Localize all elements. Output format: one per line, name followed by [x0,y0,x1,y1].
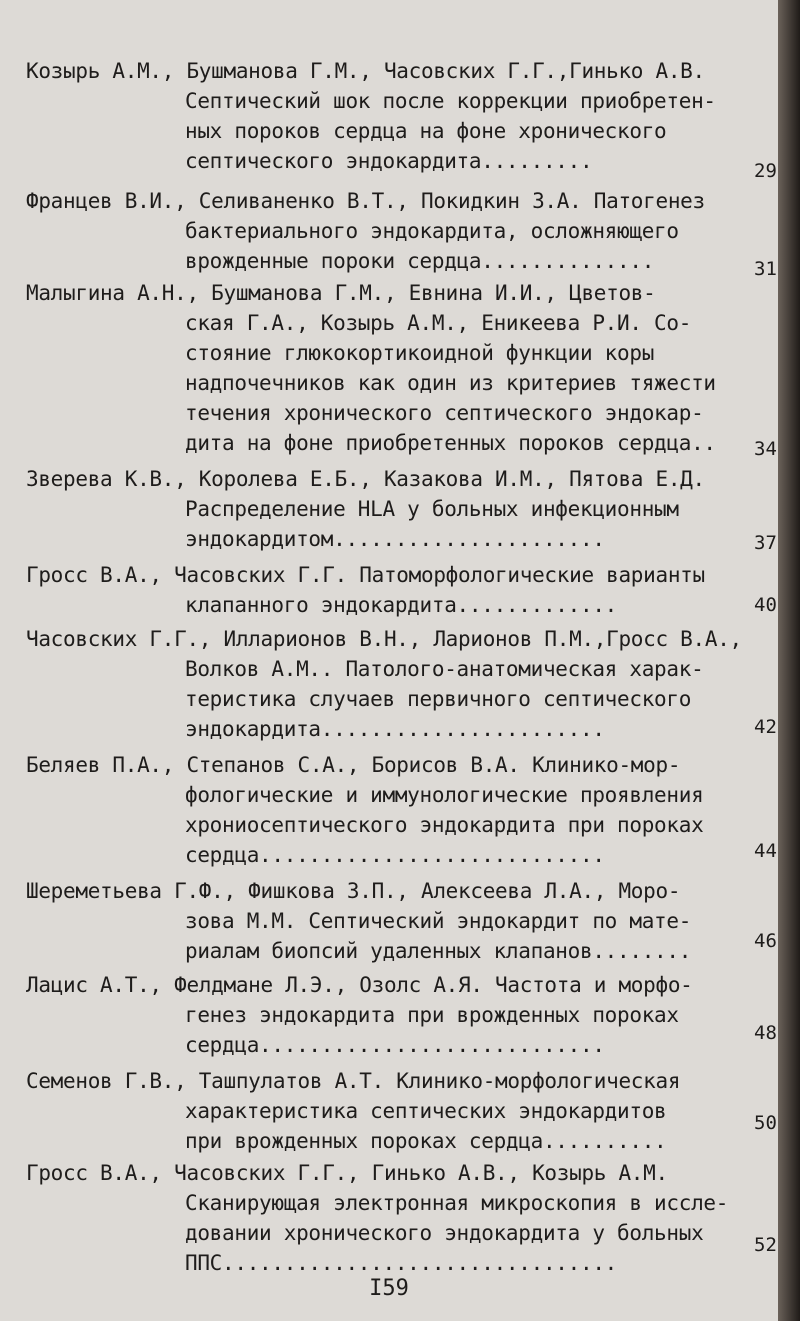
page-number: 48 [754,1022,777,1044]
toc-line: хрониосептического эндокардита при пороках [185,813,704,837]
toc-line: теристика случаев первичного септического [185,687,692,711]
page-number: 40 [754,594,777,616]
page-number: 29 [754,160,777,182]
toc-line: Шереметьева Г.Ф., Фишкова З.П., Алексеева Л.А., Моро- [26,879,681,903]
toc-line: течения хронического септического эндокар- [185,401,704,425]
toc-line: эндокардита....................... [185,717,605,741]
toc-line: септического эндокардита......... [185,149,593,173]
toc-line: фологические и иммунологические проявления [185,783,704,807]
page-number: 42 [754,716,777,738]
toc-line: Распределение HLA у больных инфекционным [185,497,679,521]
toc-line: Септический шок после коррекции приобретен- [185,89,716,113]
page-number: 31 [754,258,777,280]
toc-line: эндокардитом...................... [185,527,605,551]
toc-line: риалам биопсий удаленных клапанов........ [185,939,692,963]
page-number: 37 [754,532,777,554]
page-number: 50 [754,1112,777,1134]
toc-line: Сканирующая электронная микроскопия в иссле- [185,1191,729,1215]
page-number: 34 [754,438,777,460]
page-folio: I59 [369,1276,409,1301]
toc-line: Семенов Г.В., Ташпулатов А.Т. Клинико-морфологическая [26,1069,681,1093]
toc-line: сердца............................ [185,1033,605,1057]
page-number: 44 [754,840,777,862]
toc-line: ных пороков сердца на фоне хронического [185,119,667,143]
toc-line: при врожденных пороках сердца.......... [185,1129,667,1153]
toc-line: Гросс В.А., Часовских Г.Г. Патоморфологические варианты [26,563,705,587]
toc-line: Беляев П.А., Степанов С.А., Борисов В.А. Клинико-мор- [26,753,681,777]
toc-line: Лацис А.Т., Фелдмане Л.Э., Озолс А.Я. Частота и морфо- [26,973,693,997]
toc-line: характеристика септических эндокардитов [185,1099,667,1123]
toc-line: Францев В.И., Селиваненко В.Т., Покидкин З.А. Патогенез [26,189,705,213]
toc-line: Гросс В.А., Часовских Г.Г., Гинько А.В., Козырь А.М. [26,1161,668,1185]
toc-line: клапанного эндокардита............. [185,593,618,617]
toc-line: сердца............................ [185,843,605,867]
toc-line: бактериального эндокардита, осложняющего [185,219,679,243]
toc-line: ППС................................ [185,1251,618,1275]
toc-line: Козырь А.М., Бушманова Г.М., Часовских Г.Г.,Гинько А.В. [26,59,705,83]
page-number: 52 [754,1234,777,1256]
book-spine-shadow [778,0,800,1321]
toc-line: Малыгина А.Н., Бушманова Г.М., Евнина И.И., Цветов- [26,281,656,305]
toc-line: Часовских Г.Г., Илларионов В.Н., Ларионов П.М.,Гросс В.А., [26,627,742,651]
toc-line: Волков А.М.. Патолого-анатомическая харак- [185,657,704,681]
toc-line: ская Г.А., Козырь А.М., Еникеева Р.И. Со- [185,311,692,335]
toc-line: зова М.М. Септический эндокардит по мате- [185,909,692,933]
toc-line: довании хронического эндокардита у больных [185,1221,704,1245]
toc-line: стояние глюкокортикоидной функции коры [185,341,655,365]
toc-line: генез эндокардита при врожденных пороках [185,1003,679,1027]
toc-line: надпочечников как один из критериев тяжести [185,371,716,395]
toc-line: дита на фоне приобретенных пороков сердца.. [185,431,716,455]
toc-line: Зверева К.В., Королева Е.Б., Казакова И.М., Пятова Е.Д. [26,467,705,491]
toc-line: врожденные пороки сердца.............. [185,249,655,273]
page-number: 46 [754,930,777,952]
